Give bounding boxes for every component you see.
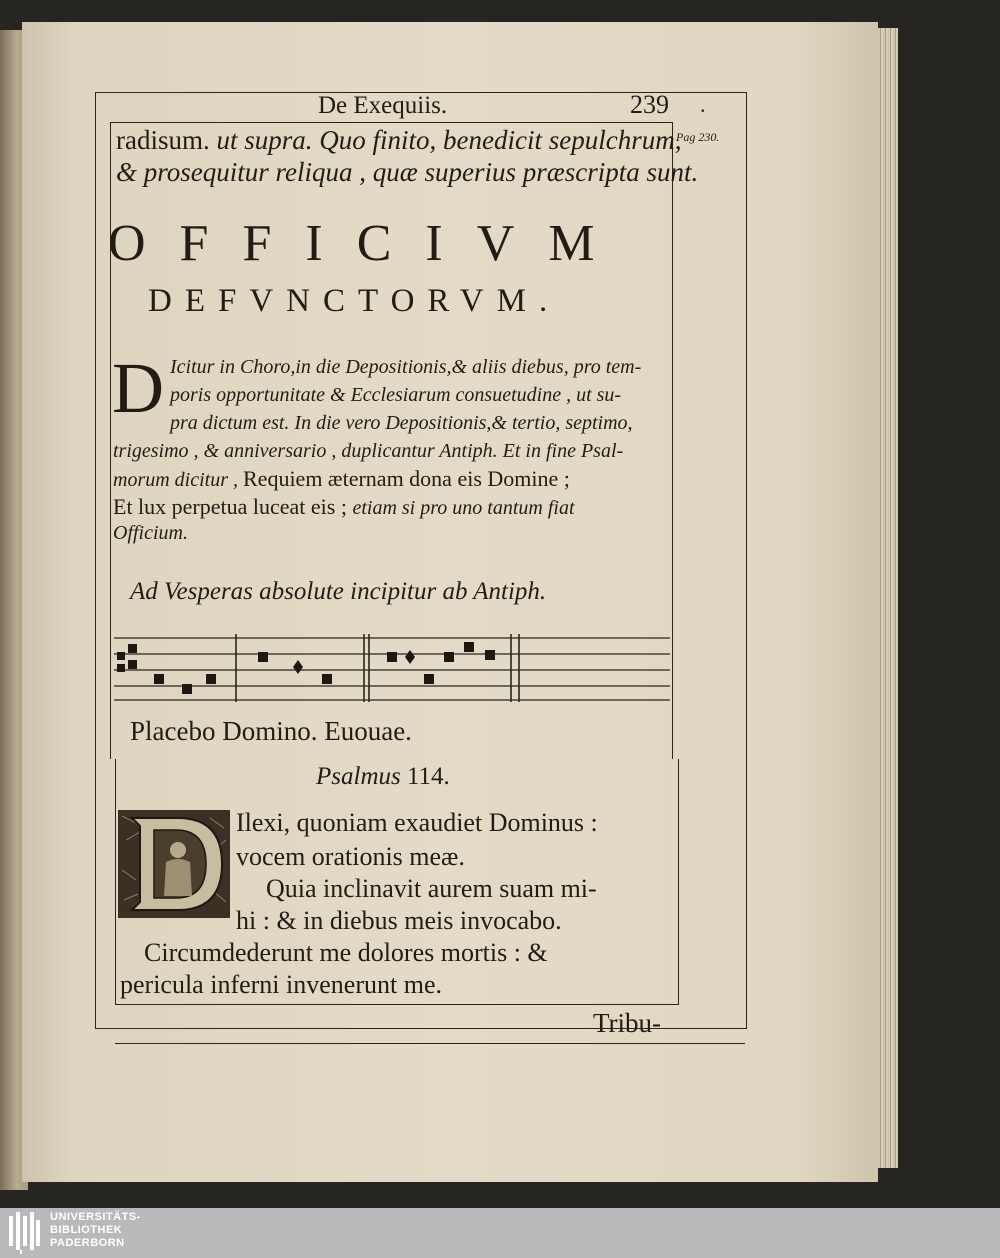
- library-name-line-2: BIBLIOTHEK: [50, 1224, 123, 1236]
- library-footer-bar: [0, 1208, 1000, 1258]
- decorated-initial-d: [118, 810, 230, 918]
- drop-initial: D: [112, 348, 164, 428]
- text-line-1-roman: radisum.: [116, 125, 210, 155]
- psalm-line-6: pericula inferni invenerunt me.: [120, 970, 442, 999]
- rubric-line-2: poris opportunitate & Ecclesiarum consuetudine , ut su-: [170, 384, 622, 406]
- chant-lyric: Placebo Domino. Euouae.: [130, 716, 412, 746]
- text-line-1-italic: ut supra. Quo finito, benedicit sepulchrum,: [209, 125, 682, 155]
- library-name-line-3: PADERBORN: [50, 1237, 125, 1249]
- title-officium: OFFICIVM: [108, 215, 629, 272]
- psalm-line-4: hi : & in diebus meis invocabo.: [236, 906, 562, 935]
- psalm-line-5: Circumdederunt me dolores mortis : &: [144, 938, 548, 967]
- rubric-line-7: Officium.: [113, 522, 188, 544]
- catchword: Tribu-: [593, 1008, 662, 1038]
- inner-rule-right-lower: [678, 759, 679, 1005]
- decorated-initial-art: [118, 810, 230, 918]
- text-line-1: [116, 125, 681, 156]
- rubric-line-5-roman: Requiem æternam dona eis Domine ;: [243, 466, 570, 491]
- chant-staff: [114, 630, 674, 704]
- rubric-line-1: Icitur in Choro,in die Depositionis,& aliis diebus, pro tem-: [170, 356, 642, 378]
- library-logo-icon: [8, 1212, 42, 1254]
- vespers-rubric: Ad Vesperas absolute incipitur ab Antiph.: [130, 578, 547, 605]
- library-name: [50, 1211, 141, 1250]
- rubric-line-6: [113, 494, 575, 520]
- text-line-2: & prosequitur reliqua , quæ superius præscripta sunt.: [116, 157, 699, 187]
- header-rule: [110, 122, 673, 123]
- psalm-number: 114.: [400, 763, 450, 790]
- psalm-line-1: Ilexi, quoniam exaudiet Dominus :: [236, 808, 598, 837]
- rubric-line-3: pra dictum est. In die vero Depositionis,& tertio, septimo,: [170, 412, 633, 434]
- footer-rule: [115, 1043, 745, 1044]
- rubric-line-6-italic: etiam si pro uno tantum fiat: [352, 497, 575, 519]
- rubric-line-4: trigesimo , & anniversario , duplicantur Antiph. Et in fine Psal-: [113, 440, 624, 462]
- psalm-line-3: Quia inclinavit aurem suam mi-: [266, 874, 597, 903]
- bottom-rule: [115, 1004, 678, 1005]
- rubric-line-6-roman: Et lux perpetua luceat eis ;: [113, 494, 353, 519]
- title-defunctorum: DEFVNCTORVM.: [148, 283, 561, 319]
- psalm-heading: [316, 763, 450, 791]
- rubric-line-5-italic: morum dicitur ,: [113, 469, 243, 491]
- library-name-line-1: UNIVERSITÄTS-: [50, 1211, 141, 1223]
- psalm-line-2: vocem orationis meæ.: [236, 842, 465, 871]
- header-dot: .: [700, 92, 706, 117]
- inner-rule-left-lower: [115, 759, 116, 1005]
- running-head: De Exequiis.: [318, 92, 448, 119]
- rubric-line-5: [113, 466, 570, 492]
- page-number: 239: [630, 90, 669, 119]
- psalm-label: Psalmus: [316, 763, 401, 790]
- margin-note: Pag 230.: [676, 130, 720, 144]
